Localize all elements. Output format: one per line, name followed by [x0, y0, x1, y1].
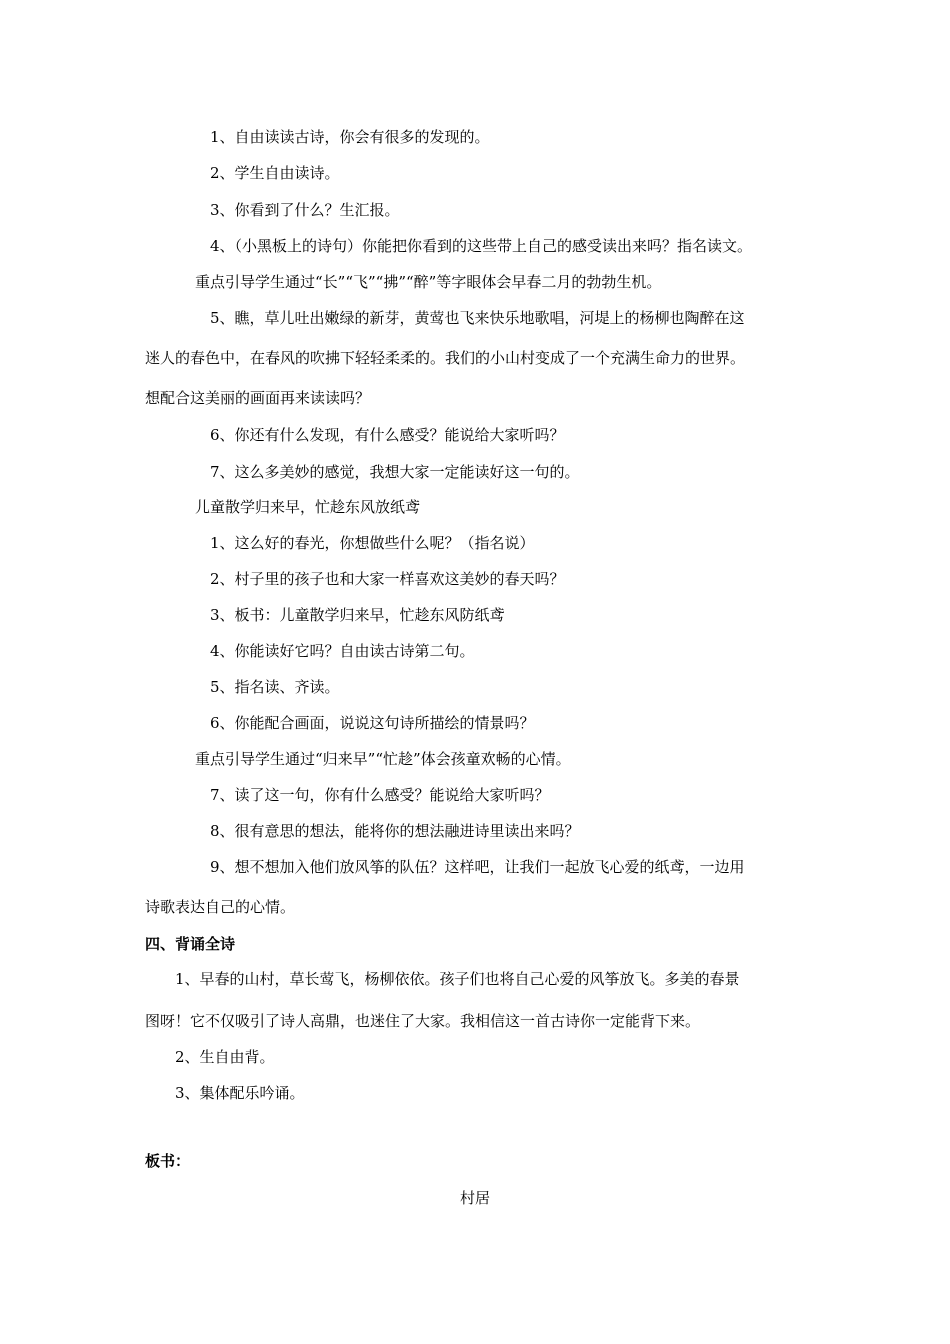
- step-3-line: 3、你看到了什么？生汇报。: [210, 201, 400, 219]
- recite-step-2-line: 2、生自由背。: [175, 1048, 275, 1066]
- step-5-line: 5、瞧，草儿吐出嫩绿的新芽，黄莺也飞来快乐地歌唱，河堤上的杨柳也陶醉在这: [210, 309, 745, 327]
- paragraph-continuation: 诗歌表达自己的心情。: [145, 898, 296, 916]
- step-6-line: 6、你还有什么发现，有什么感受？能说给大家听吗？: [210, 426, 565, 444]
- step-9-line: 9、想不想加入他们放风筝的队伍？这样吧，让我们一起放飞心爱的纸鸢，一边用: [210, 858, 745, 876]
- key-guidance-line: 重点引导学生通过“归来早”“忙趁”体会孩童欢畅的心情。: [195, 750, 571, 768]
- paragraph-continuation: 迷人的春色中，在春风的吹拂下轻轻柔柔的。我们的小山村变成了一个充满生命力的世界。: [145, 349, 746, 367]
- step-4-line: 4、你能读好它吗？自由读古诗第二句。: [210, 642, 475, 660]
- paragraph-continuation: 图呀！它不仅吸引了诗人高鼎，也迷住了大家。我相信这一首古诗你一定能背下来。: [145, 1012, 701, 1030]
- step-1-line: 1、自由读读古诗，你会有很多的发现的。: [210, 128, 490, 146]
- poem-line-heading: 儿童散学归来早，忙趁东风放纸鸢: [195, 498, 421, 516]
- step-3-line: 3、板书：儿童散学归来早，忙趁东风防纸鸢: [210, 606, 505, 624]
- blackboard-title: 村居: [459, 1189, 490, 1207]
- recite-step-1-line: 1、早春的山村，草长莺飞，杨柳依依。孩子们也将自己心爱的风筝放飞。多美的春景: [175, 970, 740, 988]
- section-heading: 四、背诵全诗: [145, 935, 236, 953]
- key-guidance-line: 重点引导学生通过“长”“飞”“拂”“醉”等字眼体会早春二月的勃勃生机。: [195, 273, 662, 291]
- step-8-line: 8、很有意思的想法，能将你的想法融进诗里读出来吗？: [210, 822, 580, 840]
- recite-step-3-line: 3、集体配乐吟诵。: [175, 1084, 305, 1102]
- step-7-line: 7、读了这一句，你有什么感受？能说给大家听吗？: [210, 786, 550, 804]
- step-7-line: 7、这么多美妙的感觉，我想大家一定能读好这一句的。: [210, 463, 580, 481]
- step-6-line: 6、你能配合画面，说说这句诗所描绘的情景吗？: [210, 714, 535, 732]
- paragraph-continuation: 想配合这美丽的画面再来读读吗？: [145, 389, 371, 407]
- step-4-line: 4、（小黑板上的诗句）你能把你看到的这些带上自己的感受读出来吗？指名读文。: [210, 237, 753, 255]
- blackboard-label: 板书：: [145, 1152, 191, 1170]
- step-1-line: 1、这么好的春光，你想做些什么呢？（指名说）: [210, 534, 535, 552]
- step-2-line: 2、学生自由读诗。: [210, 164, 340, 182]
- step-2-line: 2、村子里的孩子也和大家一样喜欢这美妙的春天吗？: [210, 570, 565, 588]
- step-5-line: 5、指名读、齐读。: [210, 678, 340, 696]
